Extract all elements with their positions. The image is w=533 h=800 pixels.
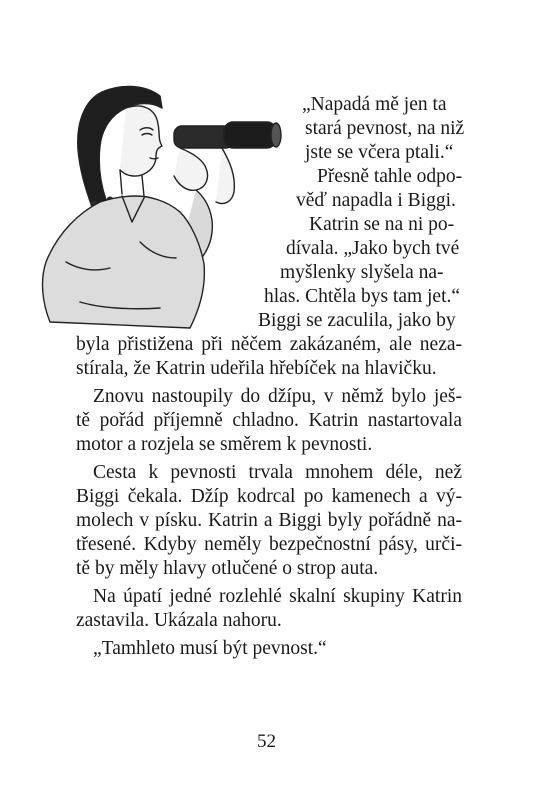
text-line: Na úpatí jedné rozlehlé skalní skupiny Katrin [93,586,462,607]
text-line: hlas. Chtěla bys tam jet.“ [264,286,461,307]
text-line: „Napadá mě jen ta [302,94,447,115]
text-line: motor a rozjela se směrem k pevnosti. [76,434,373,455]
text-line: třesené. Kdyby neměly bezpečnostní pásy, urči- [76,534,462,555]
text-line: byla přistižena při něčem zakázaném, ale neza- [76,334,462,355]
text-line: „Tamhleto musí být pevnost.“ [93,638,327,659]
text-line: jste se včera ptali.“ [305,142,454,163]
text-line: věď napadla i Biggi. [296,190,456,211]
text-line: stará pevnost, na niž [305,118,465,139]
text-line: Znovu nastoupily do džípu, v němž bylo ješ- [93,386,462,407]
text-line: stírala, že Katrin udeřila hřebíček na hlavičku. [76,358,437,379]
girl-with-binoculars-illustration [40,72,285,342]
text-line: tě by měly hlavy otlučené o strop auta. [76,558,379,579]
page-number: 52 [257,731,276,752]
text-line: zastavila. Ukázala nahoru. [76,610,282,631]
text-line: tě pořád příjemně chladno. Katrin nastartovala [76,410,462,431]
text-line: Biggi čekala. Džíp kodrcal po kamenech a vý- [76,486,462,507]
text-line: Katrin se na ni po- [309,214,455,235]
text-line: molech v písku. Katrin a Biggi byly pořádně na- [76,510,462,531]
text-line: dívala. „Jako bych tvé [286,238,460,259]
text-line: Cesta k pevnosti trvala mnohem déle, než [93,462,462,483]
text-line: myšlenky slyšela na- [280,262,444,283]
text-line: Biggi se zaculila, jako by [258,310,456,331]
text-line: Přesně tahle odpo- [317,166,463,187]
